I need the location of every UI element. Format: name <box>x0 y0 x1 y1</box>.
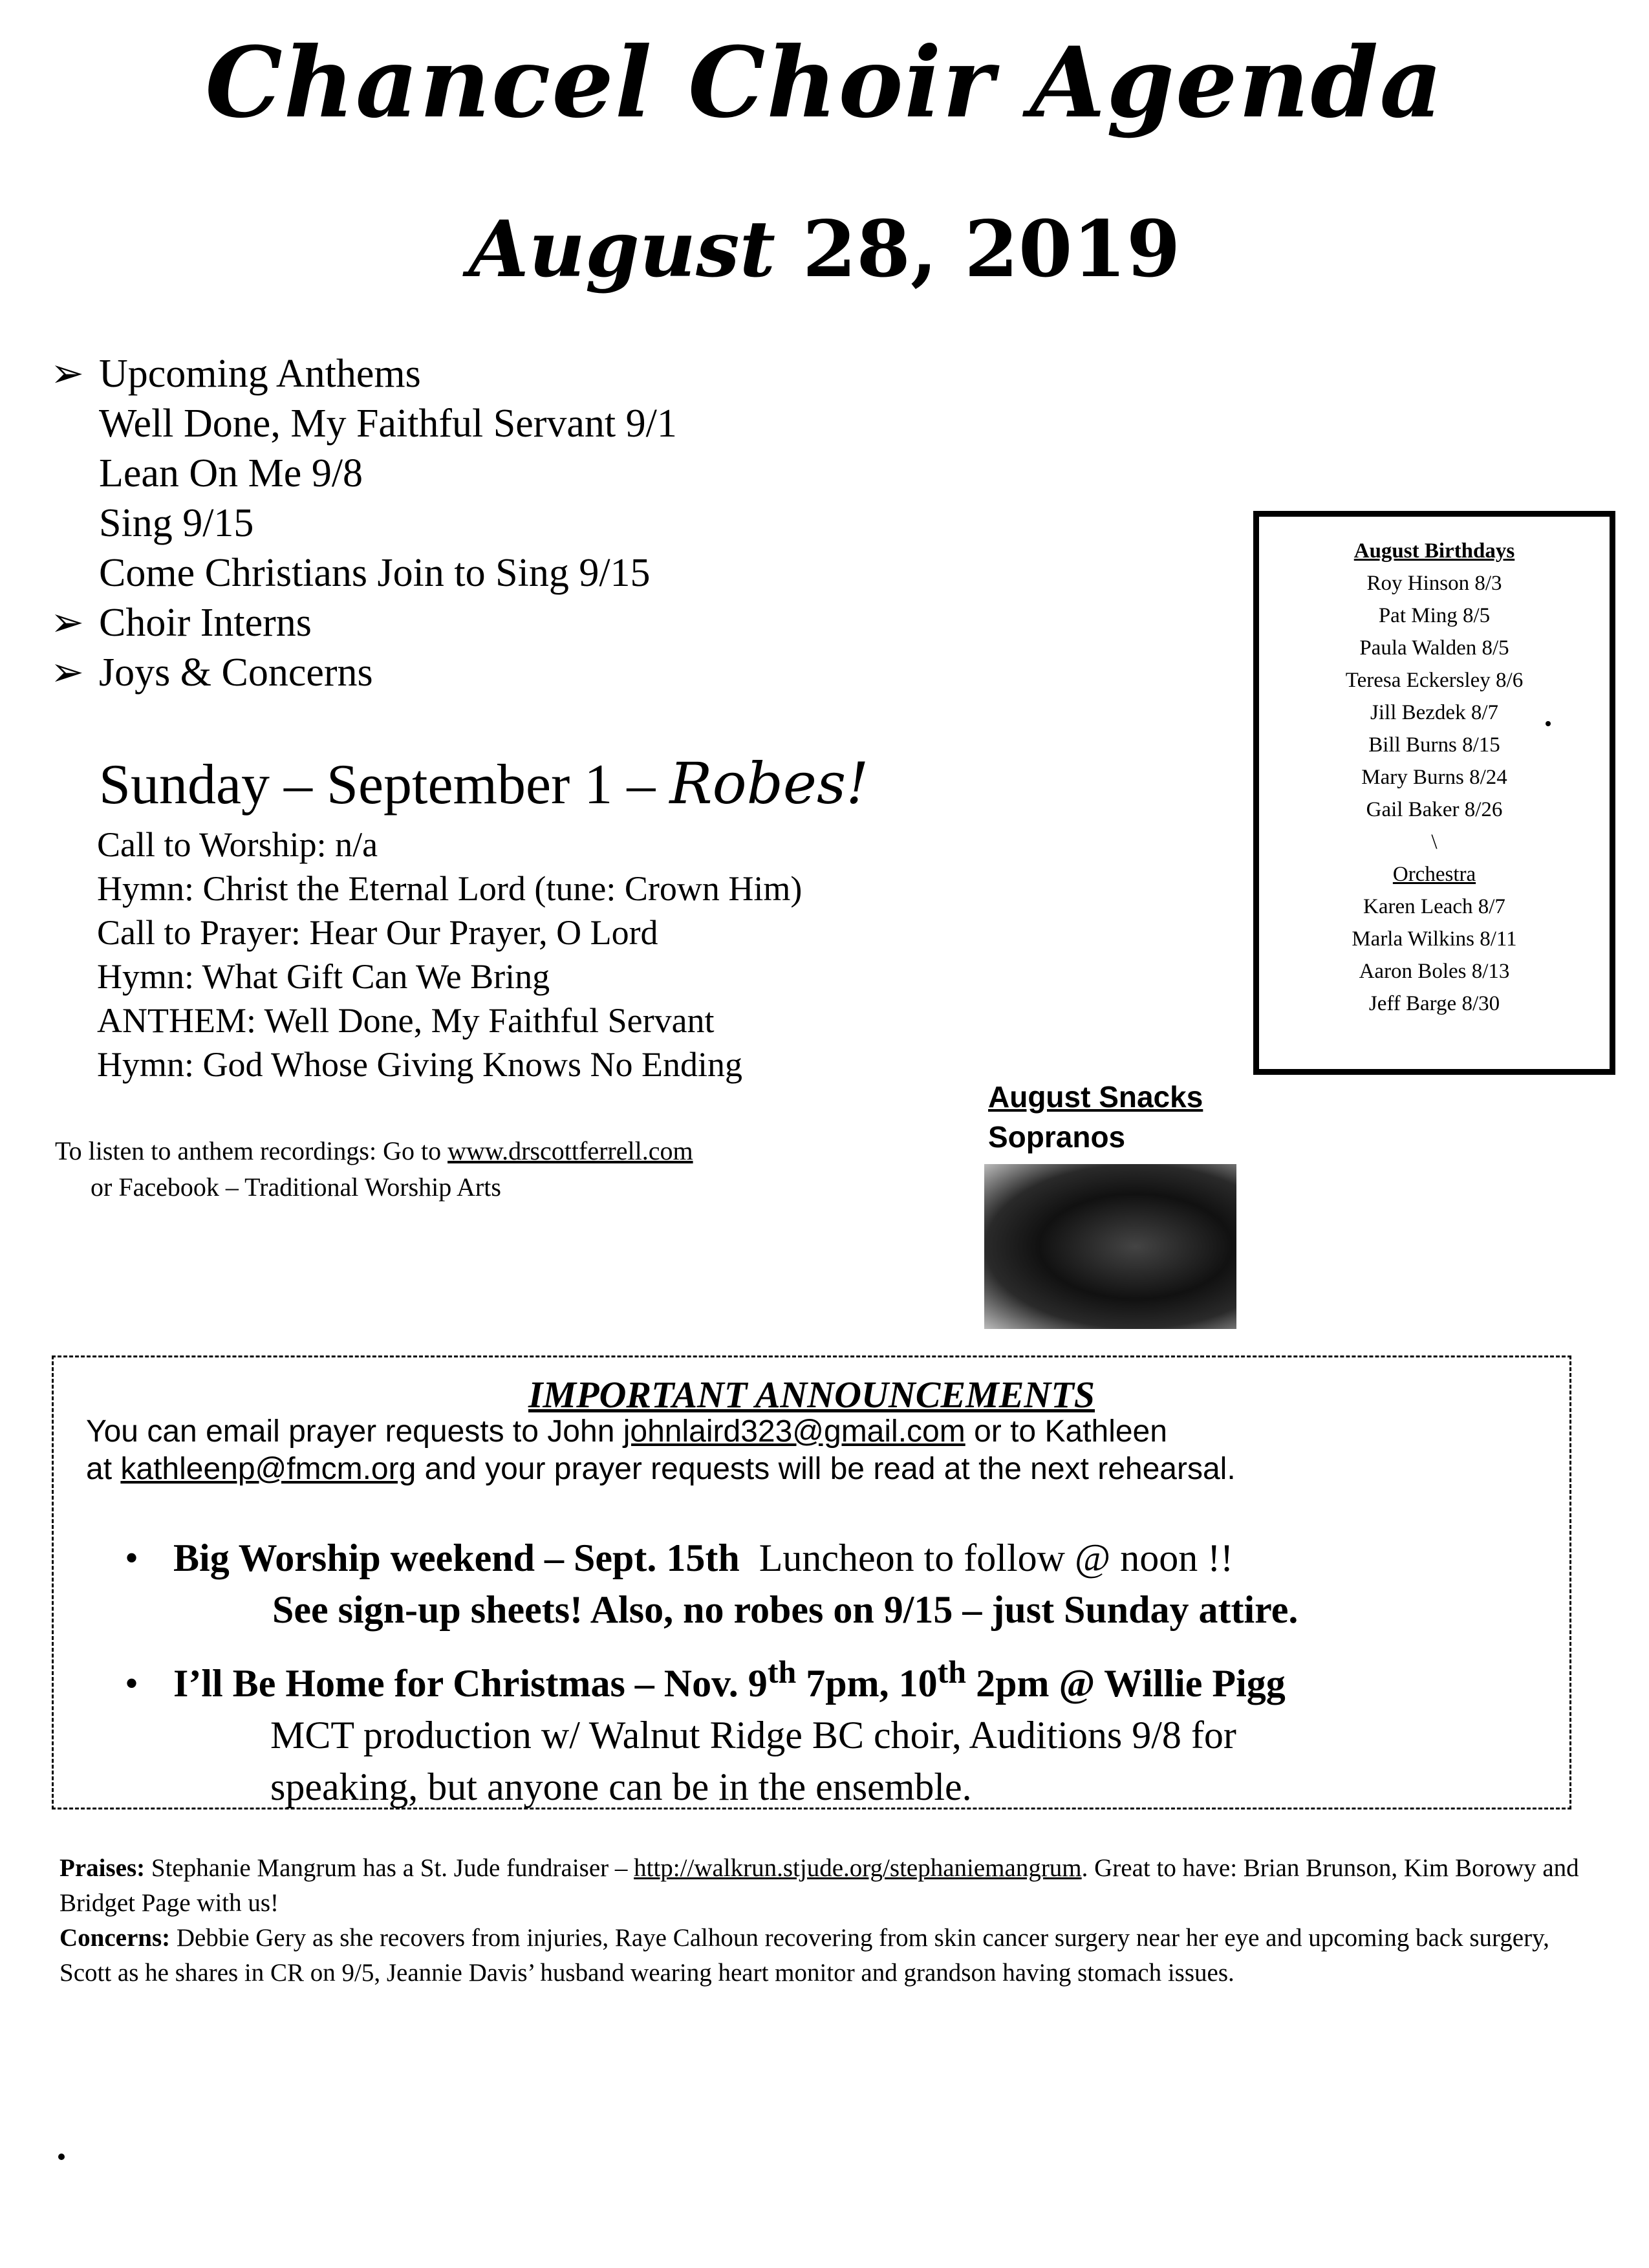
bullet2-line2: MCT production w/ Walnut Ridge BC choir, Auditions 9/8 for <box>270 1714 1236 1756</box>
bullet-icon: • <box>125 1537 139 1579</box>
john-email-link[interactable]: johnlaird323@gmail.com <box>623 1414 965 1449</box>
upcoming-heading: Upcoming Anthems <box>99 352 421 396</box>
arrow-bullet-icon: ➢ <box>50 651 84 695</box>
bullet1-rest: Luncheon to follow @ noon !! <box>759 1537 1234 1579</box>
orchestra-item: Jeff Barge 8/30 <box>1368 992 1500 1015</box>
sup-th: th <box>937 1654 967 1690</box>
date-rest: 28, 2019 <box>802 204 1181 295</box>
prayer-request-info <box>86 1413 1236 1488</box>
anthem-item: Well Done, My Faithful Servant 9/1 <box>99 402 677 446</box>
birthdays-heading: August Birthdays <box>1353 539 1515 563</box>
agenda-list <box>50 349 677 698</box>
joys-concerns: Joys & Concerns <box>99 651 373 695</box>
service-order <box>97 823 802 1086</box>
praises-text2: . Great to have: Brian Brunson, Kim Borowy and Bridget Page with us! <box>59 1854 1579 1917</box>
birthday-item: Jill Bezdek 8/7 <box>1370 701 1498 724</box>
line2-suffix: and your prayer requests will be read at the next rehearsal. <box>424 1452 1236 1486</box>
bullet-icon: • <box>125 1662 139 1705</box>
snacks-section <box>988 1077 1203 1157</box>
praises-text1: Stephanie Mangrum has a St. Jude fundraiser – <box>151 1854 628 1882</box>
service-item: Call to Worship: n/a <box>97 825 378 864</box>
birthday-item: Bill Burns 8/15 <box>1368 733 1500 757</box>
anthem-item: Lean On Me 9/8 <box>99 451 363 495</box>
scan-speck <box>58 2154 65 2160</box>
orchestra-item: Aaron Boles 8/13 <box>1359 960 1510 983</box>
birthday-item: Gail Baker 8/26 <box>1366 798 1503 821</box>
announcements-box <box>52 1355 1571 1809</box>
service-item: Call to Prayer: Hear Our Prayer, O Lord <box>97 913 658 952</box>
list-item-interns <box>50 598 677 648</box>
snacks-photo <box>984 1164 1236 1329</box>
announcement-christmas <box>125 1646 1286 1813</box>
bullet2-end: 2pm @ Willie Pigg <box>966 1662 1286 1705</box>
concerns-text: Debbie Gery as she recovers from injuries, Raye Calhoun recovering from skin cancer surgery near her eye and upcoming back surgery, Scott as he shares in CR on 9/5, Jeannie Davis’ husband wearing heart monitor and grandson having stomach issues. <box>59 1924 1549 1987</box>
separator: \ <box>1431 830 1438 854</box>
service-item: Hymn: Christ the Eternal Lord (tune: Crown Him) <box>97 869 803 908</box>
birthdays-box <box>1253 511 1615 1075</box>
praises-paragraph <box>59 1851 1592 1921</box>
birthday-item: Roy Hinson 8/3 <box>1366 572 1502 595</box>
arrow-bullet-icon: ➢ <box>50 601 84 645</box>
service-item: Hymn: What Gift Can We Bring <box>97 957 550 996</box>
date-month: August <box>468 204 776 295</box>
list-item-joys <box>50 648 677 698</box>
line1-prefix: You can email prayer requests to John <box>86 1414 615 1449</box>
snacks-group: Sopranos <box>988 1120 1126 1154</box>
service-item: Hymn: God Whose Giving Knows No Ending <box>97 1045 742 1084</box>
bullet2-line3: speaking, but anyone can be in the ensemble. <box>270 1766 972 1808</box>
service-item: ANTHEM: Well Done, My Faithful Servant <box>97 1001 715 1040</box>
sunday-heading-text: Sunday – September 1 – <box>99 753 656 816</box>
bullet2-bold: I’ll Be Home for Christmas – Nov. 9 <box>173 1662 768 1705</box>
announcements-title: IMPORTANT ANNOUNCEMENTS <box>528 1374 1095 1416</box>
birthday-item: Paula Walden 8/5 <box>1359 636 1509 660</box>
list-item-upcoming <box>50 349 677 399</box>
anthem-item: Sing 9/15 <box>99 501 254 545</box>
arrow-bullet-icon: ➢ <box>50 352 84 396</box>
orchestra-heading: Orchestra <box>1392 863 1476 886</box>
recordings-link[interactable]: www.drscottferrell.com <box>447 1136 693 1165</box>
listen-prefix: To listen to anthem recordings: Go to <box>55 1136 442 1165</box>
bullet1-bold: Big Worship weekend – Sept. 15th <box>173 1537 740 1579</box>
concerns-label: Concerns: <box>59 1924 171 1952</box>
page-title: Chancel Choir Agenda <box>205 26 1444 140</box>
snacks-heading: August Snacks <box>988 1080 1203 1114</box>
orchestra-item: Marla Wilkins 8/11 <box>1352 927 1517 951</box>
choir-interns: Choir Interns <box>99 601 312 645</box>
robes-note: Robes! <box>669 750 869 817</box>
announcement-worship-weekend <box>125 1532 1298 1636</box>
facebook-line: or Facebook – Traditional Worship Arts <box>91 1172 501 1202</box>
praises-concerns <box>59 1851 1592 1991</box>
anthem-item: Come Christians Join to Sing 9/15 <box>99 551 651 595</box>
scan-speck <box>1546 721 1551 726</box>
bullet2-mid: 7pm, 10 <box>796 1662 938 1705</box>
orchestra-item: Karen Leach 8/7 <box>1363 895 1505 918</box>
bullet1-line2: See sign-up sheets! Also, no robes on 9/15 – just Sunday attire. <box>272 1588 1299 1631</box>
sup-th: th <box>767 1654 797 1690</box>
agenda-date <box>0 204 1649 295</box>
concerns-paragraph <box>59 1921 1592 1991</box>
birthday-item: Pat Ming 8/5 <box>1378 604 1491 627</box>
sunday-heading <box>99 750 869 817</box>
birthday-item: Mary Burns 8/24 <box>1361 766 1507 789</box>
stjude-link[interactable]: http://walkrun.stjude.org/stephaniemangrum <box>634 1854 1082 1882</box>
birthday-item: Teresa Eckersley 8/6 <box>1345 669 1524 692</box>
line1-suffix: or to Kathleen <box>974 1414 1167 1449</box>
listen-info <box>55 1133 693 1205</box>
kathleen-email-link[interactable]: kathleenp@fmcm.org <box>120 1452 416 1486</box>
line2-prefix: at <box>86 1452 113 1486</box>
praises-label: Praises: <box>59 1854 146 1882</box>
